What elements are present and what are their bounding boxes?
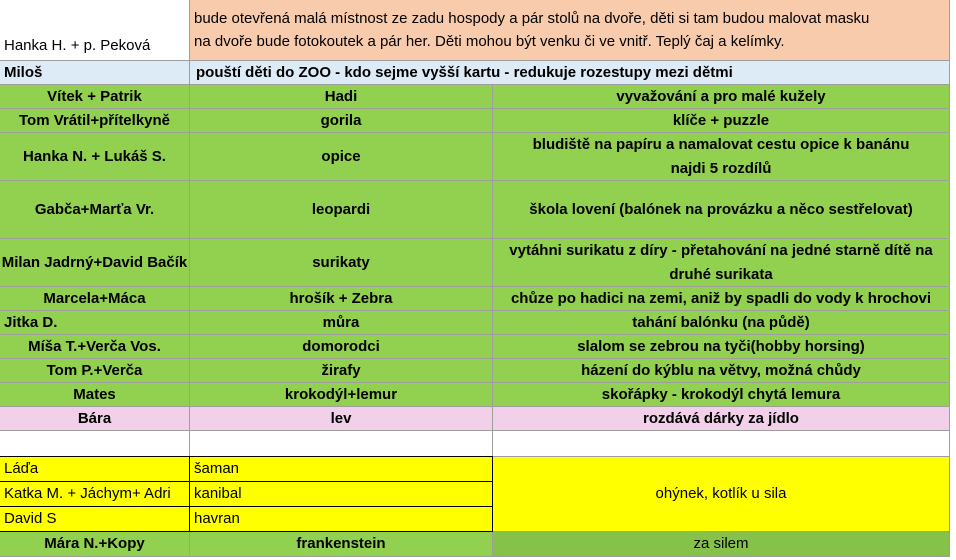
station-activity-line2: druhé surikata [669,265,773,283]
station-activity-text: škola lovení (balónek na provázku a něco sestřelovat) [529,200,913,218]
cell-fire-role[interactable] [190,457,493,482]
cell-fire-role[interactable] [190,507,493,532]
station-activity-text: tahání balónku (na půdě) [632,313,810,331]
cell-empty[interactable] [190,431,493,457]
cell-fire-people[interactable] [0,457,190,482]
station-animal-text: gorila [320,111,362,129]
cell-station-people[interactable] [0,109,190,133]
station-activity-text: vyvažování a pro malé kužely [616,87,826,105]
station-people-text: Milan Jadrný+David Bačík [1,253,188,271]
last-role-text: frankenstein [296,535,386,553]
station-animal-text: opice [321,147,361,165]
cell-station-animal[interactable] [190,181,493,239]
cell-station-activity[interactable] [493,311,950,335]
cell-fire-activity-merged[interactable] [493,457,950,532]
cell-fire-role[interactable] [190,482,493,507]
cell-station-people[interactable] [0,383,190,407]
station-people-text: Marcela+Mácа [43,289,146,307]
intro-note-line2: na dvoře bude fotokoutek a pár her. Děti mohou být venku či ve vnitř. Teplý čaj a kelímky. [194,33,785,50]
last-people-text: Mára N.+Kopy [44,535,145,553]
station-activity-line2: najdi 5 rozdílů [670,159,772,177]
cell-intro-note[interactable] [190,0,950,61]
cell-station-animal[interactable] [190,383,493,407]
station-animal-text: hrošík + Zebra [289,289,393,307]
cell-station-activity[interactable] [493,335,950,359]
cell-station-activity[interactable] [493,181,950,239]
station-animal-text: domorodci [302,337,380,355]
cell-station-animal[interactable] [190,335,493,359]
cell-station-people[interactable] [0,133,190,181]
fire-role-text: kanibal [194,485,242,503]
cell-station-people[interactable] [0,287,190,311]
station-activity-text: skořápky - krokodýl chytá lemura [601,385,841,403]
fire-role-text: šaman [194,460,240,478]
intro-note-line1: bude otevřená malá místnost ze zadu hospody a pár stolů na dvoře, děti si tam budou malovat masku [194,9,870,27]
cell-bara-animal[interactable] [190,407,493,431]
cell-empty[interactable] [493,431,950,457]
cell-station-people[interactable] [0,311,190,335]
cell-station-people[interactable] [0,181,190,239]
station-animal-text: leopardi [311,200,371,218]
station-activity-line1: bludiště na papíru a namalovat cestu opice k banánu [532,136,910,154]
station-people-text: Vítek + Patrik [47,87,142,105]
station-people-text: Jitka D. [4,313,58,331]
station-animal-text: můra [322,313,360,331]
cell-station-people[interactable] [0,239,190,287]
cell-last-activity[interactable] [493,532,950,557]
cell-station-animal[interactable] [190,85,493,109]
cell-station-activity[interactable] [493,239,950,287]
cell-empty[interactable] [0,431,190,457]
cell-station-animal[interactable] [190,239,493,287]
station-people-text: Gabča+Marťa Vr. [34,200,155,218]
station-people-text: Míša T.+Verča Vos. [28,337,161,355]
cell-fire-people[interactable] [0,507,190,532]
fire-activity-text: ohýnek, kotlík u sila [655,485,787,503]
cell-station-activity[interactable] [493,383,950,407]
cell-station-animal[interactable] [190,109,493,133]
cell-station-activity[interactable] [493,133,950,181]
station-people-text: Hanka N. + Lukáš S. [23,147,166,165]
station-animal-text: krokodýl+lemur [284,385,398,403]
cell-station-activity[interactable] [493,287,950,311]
station-activity-line1: vytáhni surikatu z díry - přetahování na jedné starně dítě na [509,242,933,260]
bara-animal-text: lev [330,409,352,427]
station-people-text: Tom Vrátil+přítelkyně [18,111,171,129]
last-activity-text: za silem [693,535,749,553]
fire-people-text: Láďa [4,460,39,478]
station-animal-text: Hadi [324,87,358,105]
milos-name-text: Miloš [4,63,43,81]
cell-station-activity[interactable] [493,109,950,133]
fire-people-text: David S [4,510,57,528]
cell-station-people[interactable] [0,359,190,383]
station-activity-text: klíče + puzzle [672,111,770,129]
station-animal-text: surikaty [312,253,370,271]
cell-station-animal[interactable] [190,311,493,335]
cell-station-animal[interactable] [190,287,493,311]
bara-people-text: Bára [77,409,112,427]
fire-role-text: havran [194,510,240,528]
milos-note-text: pouští děti do ZOO - kdo sejme vyšší kartu - redukuje rozestupy mezi dětmi [196,63,733,81]
intro-names-text: Hanka H. + p. Peková [4,36,151,54]
fire-people-text: Katka M. + Jáchym+ Adri [4,485,171,503]
cell-milos-note[interactable] [190,61,950,85]
cell-station-animal[interactable] [190,359,493,383]
station-activity-text: slalom se zebrou na tyči(hobby horsing) [577,337,865,355]
cell-station-activity[interactable] [493,85,950,109]
cell-fire-people[interactable] [0,482,190,507]
cell-intro-names[interactable] [0,0,190,61]
station-activity-text: házení do kýblu na větvy, možná chůdy [581,361,861,379]
cell-last-people[interactable] [0,532,190,557]
cell-last-role[interactable] [190,532,493,557]
station-activity-text: chůze po hadici na zemi, aniž by spadli do vody k hrochovi [510,289,932,307]
station-people-text: Tom P.+Verča [46,361,143,379]
cell-station-people[interactable] [0,85,190,109]
cell-bara-people[interactable] [0,407,190,431]
station-animal-text: žirafy [321,361,361,379]
cell-station-people[interactable] [0,335,190,359]
cell-station-activity[interactable] [493,359,950,383]
bara-activity-text: rozdává dárky za jídlo [643,409,799,427]
station-people-text: Mates [73,385,116,403]
cell-station-animal[interactable] [190,133,493,181]
cell-milos-name[interactable] [0,61,190,85]
cell-bara-activity[interactable] [493,407,950,431]
